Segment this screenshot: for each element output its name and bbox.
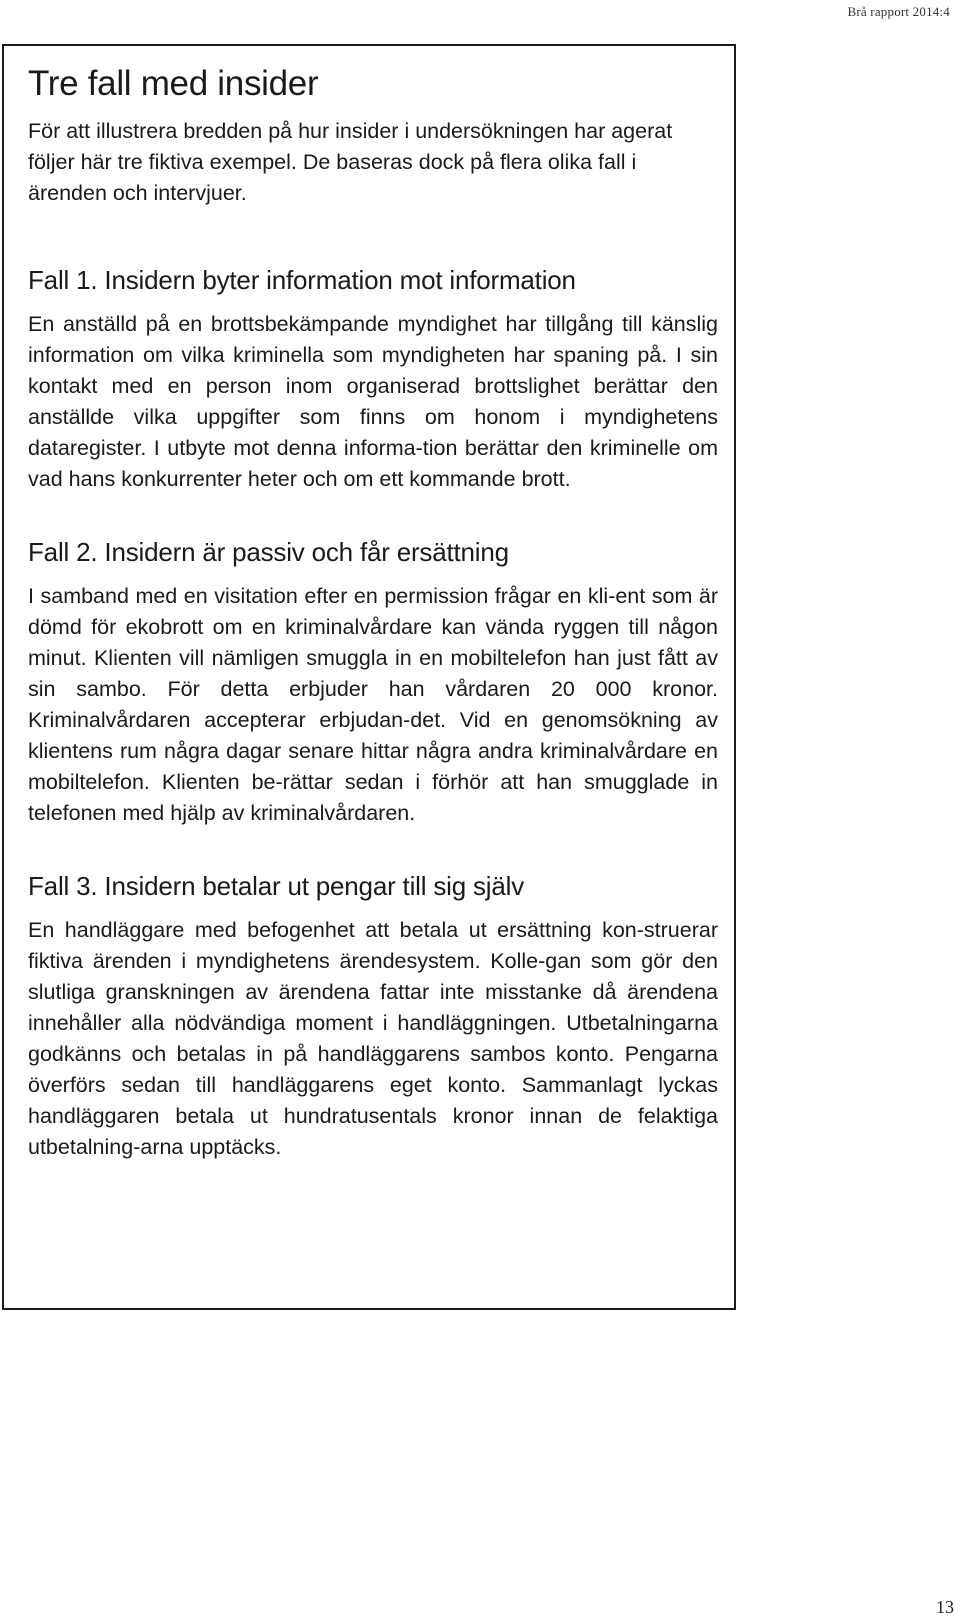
case-1-heading: Fall 1. Insidern byter information mot information [28,265,576,295]
fact-box [2,44,736,1310]
case-1-body: En anställd på en brottsbekämpande myndighet har tillgång till känslig information om vilka kriminella som myndigheten har spaning på. I sin kontakt med en person inom organiserad brottslighet berättar den anställde vilka uppgifter som finns om honom i myndighetens dataregister. I utbyte mot denna informa-tion berättar den kriminelle om vad hans konkurrenter heter och om ett kommande brott. [28,312,718,491]
case-2-heading: Fall 2. Insidern är passiv och får ersättning [28,537,509,567]
case-3-heading: Fall 3. Insidern betalar ut pengar till sig själv [28,871,525,901]
case-2-body: I samband med en visitation efter en permission frågar en kli-ent som är dömd för ekobrott om en kriminalvårdare kan vända ryggen till någon minut. Klienten vill nämligen smuggla in en mobiltelefon han just fått av sin sambo. För detta erbjuder han vårdaren 20 000 kronor. Kriminalvårdaren accepterar erbjudan-det. Vid en genomsökning av klientens rum några dagar senare hittar några andra kriminalvårdare en mobiltelefon. Klienten be-rättar sedan i förhör att han smugglade in telefonen med hjälp av kriminalvårdaren. [28,584,718,825]
page-number: 13 [936,1597,954,1617]
case-3-body: En handläggare med befogenhet att betala ut ersättning kon-struerar fiktiva ärenden i myndighetens ärendesystem. Kolle-gan som gör den slutliga granskningen av ärendena fattar inte misstanke då ärendena innehåller alla nödvändiga moment i handläggningen. Utbetalningarna godkänns och betalas in på handläggarens sambos konto. Pengarna överförs sedan till handläggarens eget konto. Sammanlagt lyckas handläggaren betala ut hundratusentals kronor innan de felaktiga utbetalning-arna upptäcks. [28,918,718,1159]
fact-box-content [28,62,718,1163]
running-header: Brå rapport 2014:4 [847,4,950,19]
box-title: Tre fall med insider [28,64,319,103]
box-intro: För att illustrera bredden på hur insider i undersökningen har agerat följer här tre fiktiva exempel. De baseras dock på flera olika fall i ärenden och intervjuer. [28,119,673,205]
